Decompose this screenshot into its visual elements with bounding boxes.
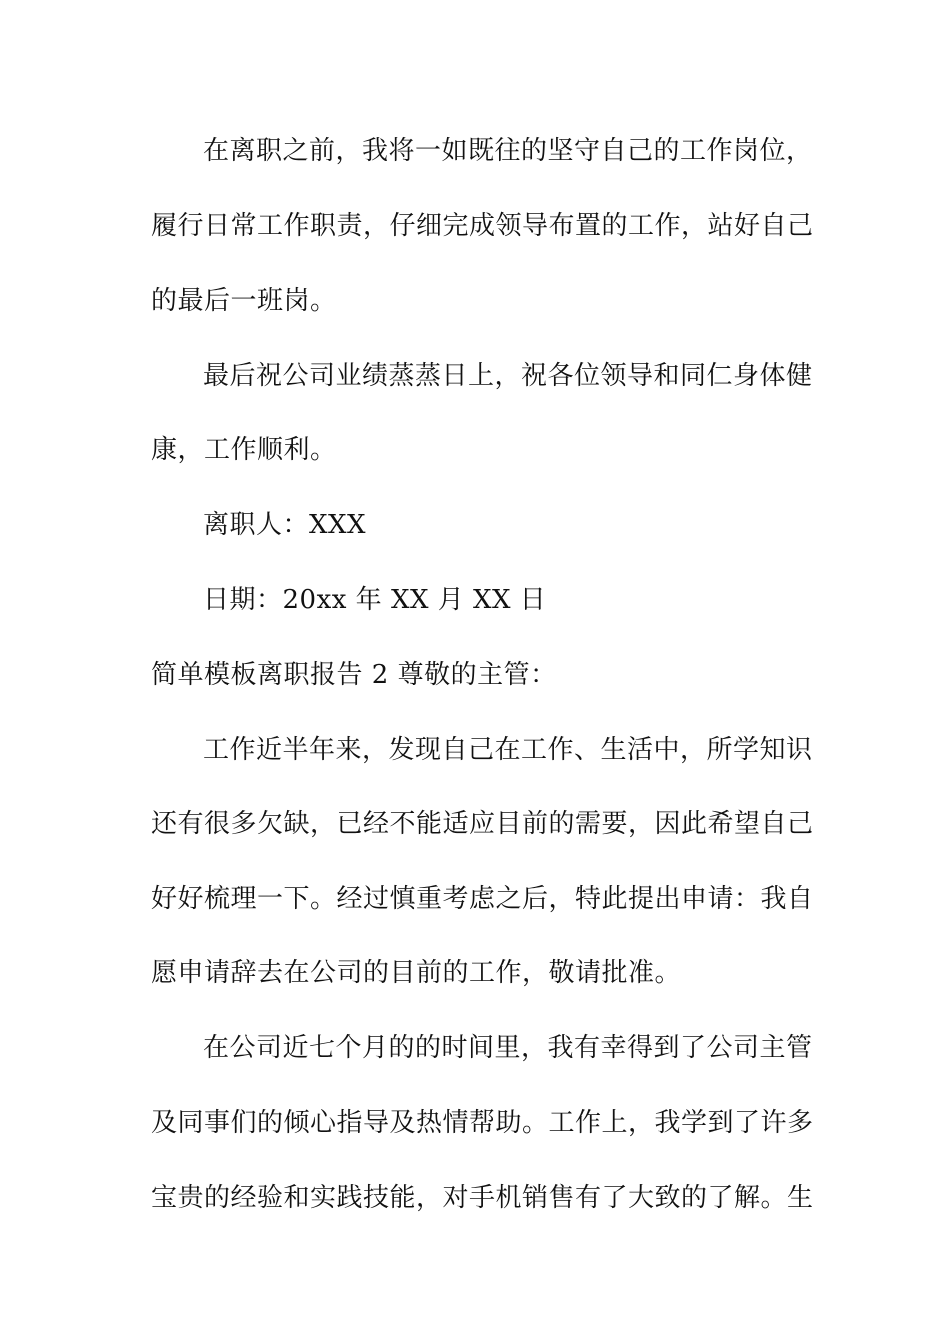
paragraph-line-12: 愿申请辞去在公司的目前的工作，敬请批准。 xyxy=(151,958,682,988)
paragraph-line-13: 在公司近七个月的的时间里，我有幸得到了公司主管 xyxy=(203,1033,813,1063)
resigner-signature-line: 离职人：XXX xyxy=(203,510,367,540)
paragraph-line-10: 还有很多欠缺，已经不能适应目前的需要，因此希望自己 xyxy=(151,809,814,839)
section-heading: 简单模板离职报告 2 尊敬的主管： xyxy=(151,660,557,690)
paragraph-line-3: 的最后一班岗。 xyxy=(151,286,337,316)
paragraph-line-15: 宝贵的经验和实践技能，对手机销售有了大致的了解。生 xyxy=(151,1183,814,1213)
paragraph-line-1: 在离职之前，我将一如既往的坚守自己的工作岗位， xyxy=(203,136,813,166)
paragraph-line-5: 康，工作顺利。 xyxy=(151,435,337,465)
date-line: 日期：20xx 年 XX 月 XX 日 xyxy=(203,585,547,615)
paragraph-line-9: 工作近半年来，发现自己在工作、生活中，所学知识 xyxy=(203,735,813,765)
paragraph-line-4: 最后祝公司业绩蒸蒸日上，祝各位领导和同仁身体健 xyxy=(203,361,813,391)
paragraph-line-2: 履行日常工作职责，仔细完成领导布置的工作，站好自己 xyxy=(151,211,814,241)
paragraph-line-11: 好好梳理一下。经过慎重考虑之后，特此提出申请：我自 xyxy=(151,884,814,914)
paragraph-line-14: 及同事们的倾心指导及热情帮助。工作上，我学到了许多 xyxy=(151,1108,814,1138)
